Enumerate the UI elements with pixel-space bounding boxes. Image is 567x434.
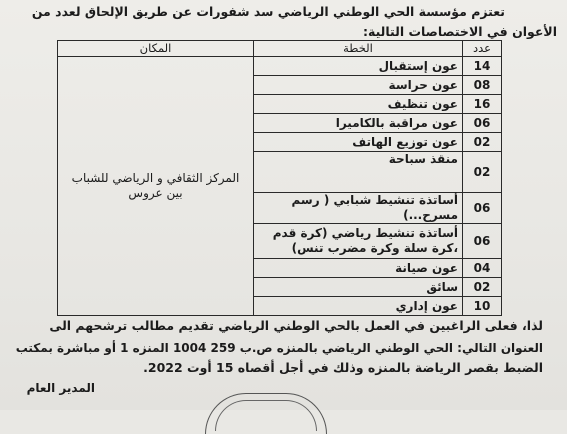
row-count: 02: [463, 133, 502, 152]
row-plan: عون تنظيف: [254, 95, 463, 114]
table-row: [58, 57, 502, 76]
row-count: 06: [463, 114, 502, 133]
table-header-row: [58, 41, 502, 57]
intro-line-1: تعتزم مؤسسة الحي الوطني الرياضي سد شفورات عن طريق الإلحاق لعدد من: [31, 4, 505, 19]
row-plan: أساتذة تنشيط شبابي ( رسم مسرح...): [254, 193, 463, 224]
row-count: 08: [463, 76, 502, 95]
header-plan: الخطة: [254, 41, 463, 57]
row-count: 10: [463, 297, 502, 316]
row-plan: عون إداري: [254, 297, 463, 316]
header-count: عدد: [463, 41, 502, 57]
row-count: 02: [463, 152, 502, 193]
row-count: 06: [463, 224, 502, 259]
place-cell: المركز الثقافي و الرياضي للشباب بين عروس: [58, 57, 254, 316]
row-count: 04: [463, 259, 502, 278]
row-count: 14: [463, 57, 502, 76]
row-plan: عون حراسة: [254, 76, 463, 95]
row-plan: منقذ سباحة: [254, 152, 463, 193]
row-plan: عون توزيع الهاتف: [254, 133, 463, 152]
row-plan: سائق: [254, 278, 463, 297]
closing-line-1: لذا، فعلى الراغبين في العمل بالحي الوطني الرياضي تقديم مطالب ترشحهم الى: [49, 318, 543, 333]
closing-line-3: الضبط بقصر الرياضة بالمنزه وذلك في أجل أقصاه 15 أوت 2022.: [143, 360, 543, 375]
row-plan: أساتذة تنشيط رياضي (كرة قدم ،كرة سلة وكرة مضرب تنس): [254, 224, 463, 259]
row-plan: عون صيانة: [254, 259, 463, 278]
row-count: 16: [463, 95, 502, 114]
signature-title: المدير العام: [26, 381, 95, 395]
row-count: 02: [463, 278, 502, 297]
recruitment-table: [57, 40, 502, 316]
intro-line-2: الأعوان في الاختصاصات التالية:: [362, 24, 557, 39]
row-plan: عون إستقبال: [254, 57, 463, 76]
header-place: المكان: [58, 41, 254, 57]
row-plan: عون مراقبة بالكاميرا: [254, 114, 463, 133]
official-stamp-inner-ring: [215, 400, 317, 431]
closing-line-2: العنوان التالي: الحي الوطني الرياضي بالمنزه ص.ب 259 1004 المنزه 1 أو مباشرة بمكتب: [15, 341, 543, 355]
row-count: 06: [463, 193, 502, 224]
